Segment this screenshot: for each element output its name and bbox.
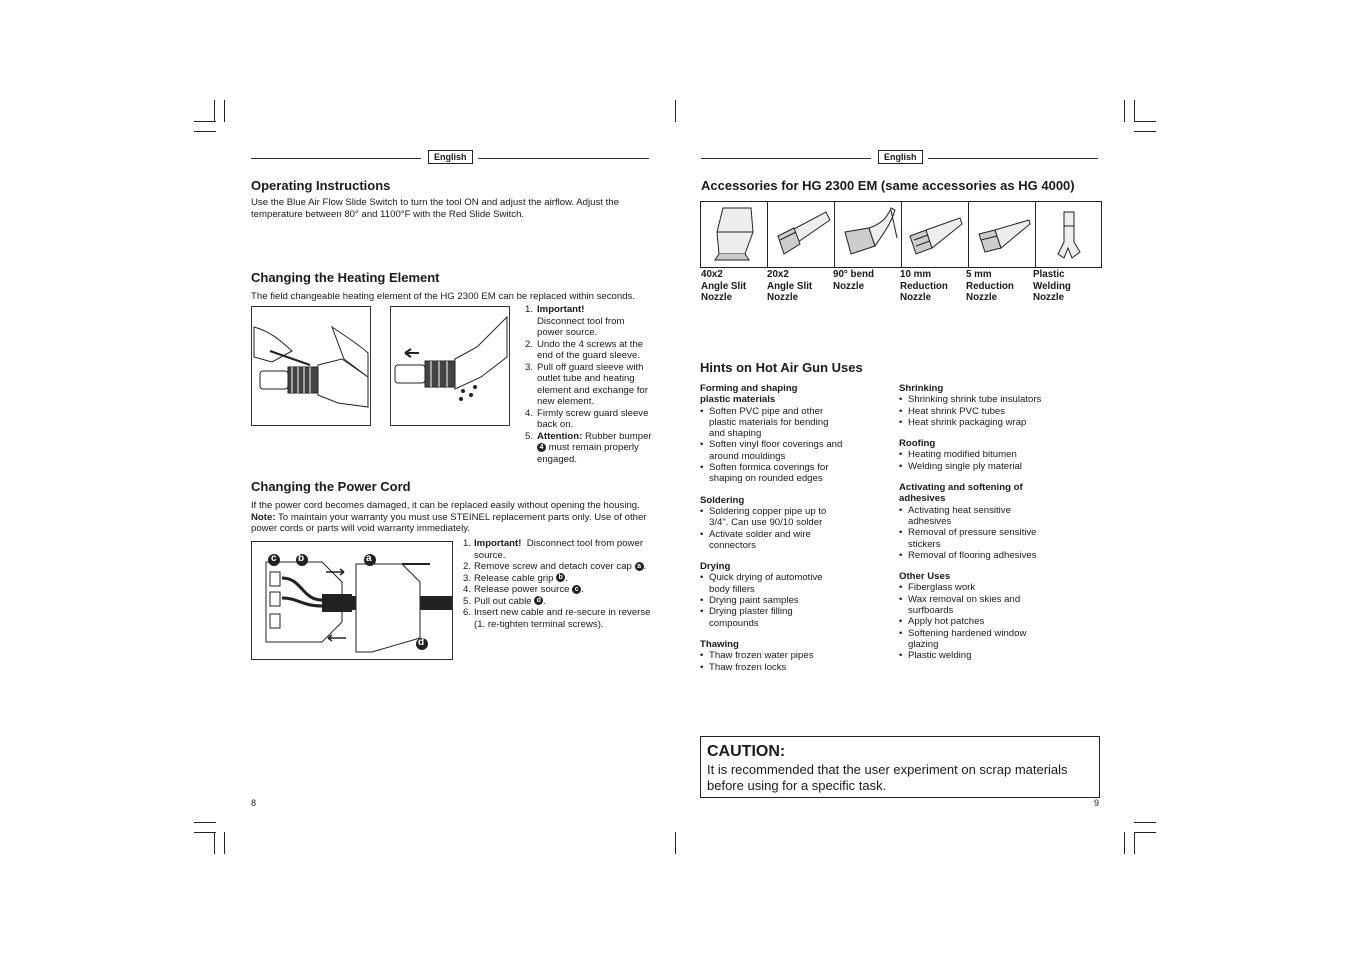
crop-mark — [194, 822, 216, 823]
page-number-left: 8 — [251, 798, 257, 808]
hint-category: Forming and shaping plastic materials — [700, 383, 798, 406]
list-item: • Activate solder and wire connectors — [700, 529, 829, 552]
list-item: • Thaw frozen water pipes — [700, 650, 880, 661]
hint-list — [899, 582, 1099, 661]
accessory-cell — [701, 202, 768, 267]
list-item: • Heat shrink PVC tubes — [899, 406, 1099, 417]
language-tag: English — [878, 150, 923, 164]
marker-c: c — [572, 585, 581, 594]
header-rule — [251, 158, 421, 159]
header-rule — [928, 158, 1098, 159]
list-item: • Shrinking shrink tube insulators — [899, 394, 1099, 405]
hint-category: Shrinking — [899, 383, 944, 394]
list-item: • Soften formica coverings for shaping on rounded edges — [700, 462, 844, 485]
heating-step-1: 1. Important! Disconnect tool from power source. — [525, 304, 625, 338]
list-item: • Wax removal on skies and surfboards — [899, 594, 1043, 617]
page-number-right: 9 — [1094, 798, 1100, 808]
crop-mark — [1134, 832, 1156, 833]
list-item: • Softening hardened window glazing — [899, 628, 1048, 651]
crop-mark — [194, 131, 216, 132]
crop-mark — [1124, 100, 1125, 122]
hints-column-left — [700, 383, 880, 673]
hint-category: Drying — [700, 561, 731, 573]
hint-list — [700, 506, 880, 551]
list-item: • Drying plaster filling compounds — [700, 606, 819, 629]
screwdriver-heatgun-illustration — [252, 307, 370, 425]
hint-category: Soldering — [700, 494, 745, 506]
cord-step-6: 6. Insert new cable and re-secure in reverse (1. re-tighten terminal screws). — [463, 607, 651, 630]
heating-step-4: 4. Firmly screw guard sleeve back on. — [525, 407, 649, 430]
crop-mark — [214, 100, 215, 122]
caution-box — [700, 736, 1100, 798]
bend-nozzle-icon — [835, 202, 901, 267]
list-item: • Activating heat sensitive adhesives — [899, 505, 1036, 528]
accessory-label-10mm: 10 mm Reduction Nozzle — [900, 269, 948, 303]
cord-step-1: 1. Important! Disconnect tool from power source. — [463, 538, 644, 561]
heating-element-figure-1 — [251, 306, 371, 426]
crop-mark — [224, 832, 225, 854]
cord-step-4: 4. Release power source c . — [463, 584, 584, 595]
note-label: Note: — [251, 511, 276, 523]
cord-step-2: 2. Remove screw and detach cover cap a . — [463, 561, 647, 572]
cord-step-3: 3. Release cable grip b . — [463, 572, 568, 584]
crop-mark — [1134, 100, 1135, 122]
accessory-cell — [902, 202, 969, 267]
accessory-label-40x2: 40x2 Angle Slit Nozzle — [701, 269, 747, 303]
angle-slit-nozzle-icon — [701, 202, 767, 267]
section-title-operating: Operating Instructions — [251, 178, 391, 193]
power-cord-figure — [251, 541, 453, 660]
hint-category: Thawing — [700, 638, 739, 650]
heating-element-figure-2 — [390, 306, 510, 426]
section-title-accessories: Accessories for HG 2300 EM (same accessories as HG 4000) — [701, 178, 1075, 193]
list-item: • Removal of flooring adhesives — [899, 550, 1099, 561]
crop-mark — [224, 100, 225, 122]
crop-mark — [1134, 121, 1156, 122]
hint-list — [899, 394, 1099, 428]
crop-mark — [1134, 131, 1156, 132]
accessories-image-row — [700, 201, 1102, 268]
list-item: • Soften vinyl floor coverings and around mouldings — [700, 439, 844, 462]
list-item: • Soldering copper pipe up to 3/4". Can use 90/10 solder — [700, 506, 844, 529]
heating-step-3: 3. Pull off guard sleeve with outlet tube and heating element and exchange for new element. — [525, 361, 648, 407]
operating-body: Use the Blue Air Flow Slide Switch to turn the tool ON and adjust the airflow. Adjust the temperature between 80° and 1100°F with the Red Slide Switch. — [251, 197, 619, 220]
accessory-cell — [835, 202, 902, 267]
marker-a: a — [635, 562, 644, 571]
crop-mark — [194, 832, 216, 833]
section-title-power-cord: Changing the Power Cord — [251, 479, 411, 494]
reduction-nozzle-5mm-icon — [969, 202, 1035, 267]
crop-mark — [1134, 822, 1156, 823]
crop-mark — [214, 832, 215, 854]
angle-slit-nozzle-small-icon — [768, 202, 834, 267]
power-cord-steps-list — [463, 538, 658, 630]
cord-step-5: 5. Pull out cable d . — [463, 595, 546, 607]
marker-b: b — [556, 573, 565, 582]
power-cord-intro: If the power cord becomes damaged, it can be replaced easily without opening the housing. Note: To maintain your warranty you must use STEINEL replacement parts only. Use of other power cords or parts will void warranty immediately. — [251, 500, 647, 534]
figure-label-a: a — [366, 553, 372, 564]
section-title-hints: Hints on Hot Air Gun Uses — [700, 360, 863, 375]
list-item: • Quick drying of automotive body fillers — [700, 572, 844, 595]
crop-mark — [1124, 832, 1125, 854]
list-item: • Thaw frozen locks — [700, 662, 880, 673]
figure-label-d: d — [418, 637, 425, 648]
language-tag: English — [428, 150, 473, 164]
plastic-welding-nozzle-icon — [1036, 202, 1102, 267]
hint-list — [899, 505, 1099, 561]
list-item: • Drying paint samples — [700, 595, 844, 606]
heating-step-2: 2. Undo the 4 screws at the end of the guard sleeve. — [525, 338, 644, 361]
heating-intro: The field changeable heating element of the HG 2300 EM can be replaced within seconds. — [251, 291, 635, 302]
caution-body: It is recommended that the user experiment on scrap materials before using for a specific task. — [707, 762, 1068, 793]
marker-d: d — [534, 596, 543, 605]
hint-list — [899, 449, 1099, 472]
hint-category: Activating and softening of adhesives — [899, 482, 1023, 505]
hint-list — [700, 572, 880, 628]
list-item: • Plastic welding — [899, 650, 1099, 661]
accessory-label-20x2: 20x2 Angle Slit Nozzle — [767, 269, 813, 303]
bumper-marker: 4 — [537, 443, 546, 452]
list-item: • Heat shrink packaging wrap — [899, 417, 1099, 428]
list-item: • Welding single ply material — [899, 461, 1099, 472]
figure-label-c: c — [271, 553, 277, 564]
hint-category: Other Uses — [899, 571, 951, 583]
hint-category: Roofing — [899, 438, 936, 450]
crop-mark — [1134, 832, 1135, 854]
caution-title: CAUTION: — [707, 743, 786, 760]
hints-column-right — [899, 383, 1099, 662]
heating-steps-list — [525, 304, 653, 465]
guard-sleeve-removal-illustration — [391, 307, 509, 425]
accessory-cell — [768, 202, 835, 267]
accessory-cell — [1036, 202, 1102, 267]
heating-step-5: 5. Attention: Rubber bumper 4 must remain properly engaged. — [525, 430, 652, 465]
list-item: • Heating modified bitumen — [899, 449, 1099, 460]
list-item: • Apply hot patches — [899, 616, 1099, 627]
header-rule — [701, 158, 871, 159]
crop-mark — [675, 832, 676, 854]
list-item: • Removal of pressure sensitive stickers — [899, 527, 1063, 550]
figure-label-b: b — [298, 553, 305, 564]
reduction-nozzle-10mm-icon — [902, 202, 968, 267]
list-item: • Fiberglass work — [899, 582, 1099, 593]
hint-list — [700, 406, 880, 485]
crop-mark — [194, 121, 216, 122]
header-rule — [478, 158, 649, 159]
accessory-label-plastic-welding: Plastic Welding Nozzle — [1033, 269, 1071, 303]
crop-mark — [675, 100, 676, 122]
accessory-label-5mm: 5 mm Reduction Nozzle — [966, 269, 1014, 303]
section-title-heating-element: Changing the Heating Element — [251, 270, 440, 285]
accessory-cell — [969, 202, 1036, 267]
hint-list — [700, 650, 880, 673]
accessory-label-90-bend: 90° bend Nozzle — [833, 269, 874, 292]
list-item: • Soften PVC pipe and other plastic materials for bending and shaping — [700, 406, 844, 440]
